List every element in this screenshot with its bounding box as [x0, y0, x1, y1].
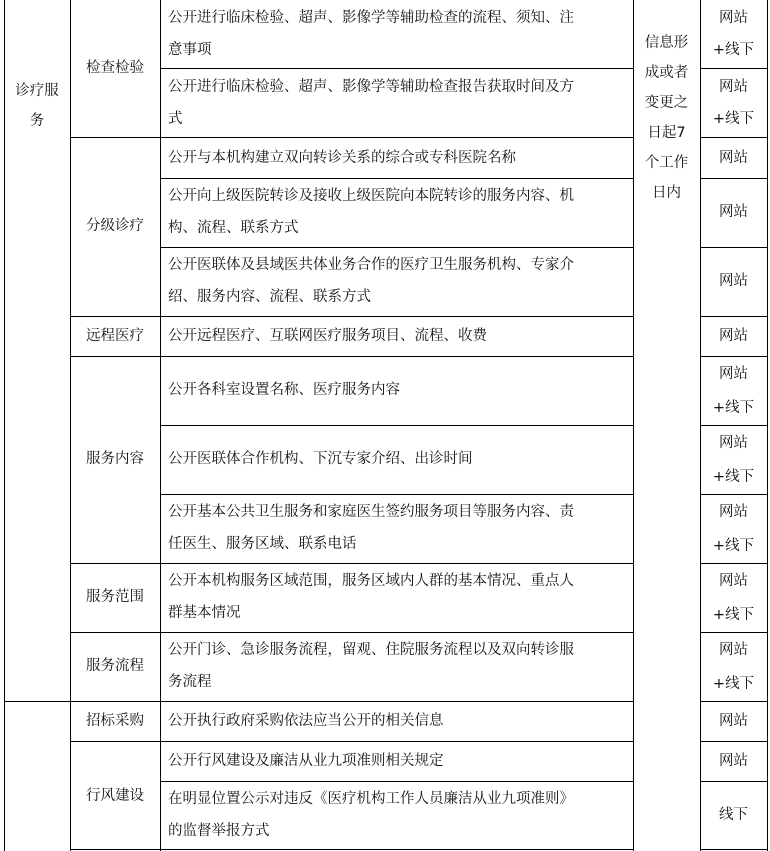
method-cell: 网站	[719, 713, 748, 729]
method-cell: 网站 +线下	[712, 504, 755, 554]
category-label: 服务流程	[86, 658, 144, 674]
content-text: 公开门诊、急诊服务流程，留观、住院服务流程以及双向转诊服 务流程	[168, 642, 574, 690]
content-text: 公开各科室设置名称、医疗服务内容	[168, 382, 400, 398]
content-text: 公开医联体及县域医共体业务合作的医疗卫生服务机构、专家介 绍、服务内容、流程、联系方式	[168, 257, 574, 305]
method-cell: 网站	[719, 150, 748, 166]
method-cell: 网站 +线下	[712, 435, 755, 485]
content-text: 公开进行临床检验、超声、影像学等辅助检查报告获取时间及方 式	[168, 79, 574, 127]
category-label: 分级诊疗	[86, 218, 144, 234]
content-text: 公开向上级医院转诊及接收上级医院向本院转诊的服务内容、机 构、流程、联系方式	[168, 188, 574, 236]
method-cell: 网站 +线下	[712, 573, 755, 623]
category-label: 远程医疗	[86, 328, 144, 344]
method-cell: 网站 +线下	[712, 642, 755, 692]
category-label: 检查检验	[86, 60, 144, 76]
content-text: 公开行风建设及廉洁从业九项准则相关规定	[168, 753, 444, 769]
content-text: 公开远程医疗、互联网医疗服务项目、流程、收费	[168, 328, 487, 344]
timing-note: 信息形 成或者 变更之 日起7 个工作 日内	[644, 35, 689, 201]
content-text: 公开医联体合作机构、下沉专家介绍、出诊时间	[168, 451, 473, 467]
category-label: 服务范围	[86, 589, 144, 605]
category-label: 行风建设	[86, 788, 144, 804]
content-text: 在明显位置公示对违反《医疗机构工作人员廉洁从业九项准则》 的监督举报方式	[168, 791, 574, 839]
method-cell: 网站	[719, 273, 748, 289]
section-label: 诊疗服 务	[15, 83, 59, 129]
method-cell: 网站 +线下	[712, 10, 755, 58]
content-text: 公开与本机构建立双向转诊关系的综合或专科医院名称	[168, 150, 516, 166]
method-cell: 网站 +线下	[712, 79, 755, 127]
method-cell: 网站	[719, 204, 748, 220]
content-text: 公开本机构服务区域范围，服务区域内人群的基本情况、重点人 群基本情况	[168, 573, 574, 621]
method-cell: 网站	[719, 753, 748, 769]
content-text: 公开基本公共卫生服务和家庭医生签约服务项目等服务内容、责 任医生、服务区域、联系电话	[168, 504, 574, 552]
category-label: 招标采购	[86, 713, 144, 729]
content-text: 公开执行政府采购依法应当公开的相关信息	[168, 713, 444, 729]
method-cell: 网站	[719, 328, 748, 344]
method-cell: 线下	[719, 807, 748, 823]
content-text: 公开进行临床检验、超声、影像学等辅助检查的流程、须知、注 意事项	[168, 10, 574, 58]
method-cell: 网站 +线下	[712, 366, 755, 416]
category-label: 服务内容	[86, 451, 144, 467]
